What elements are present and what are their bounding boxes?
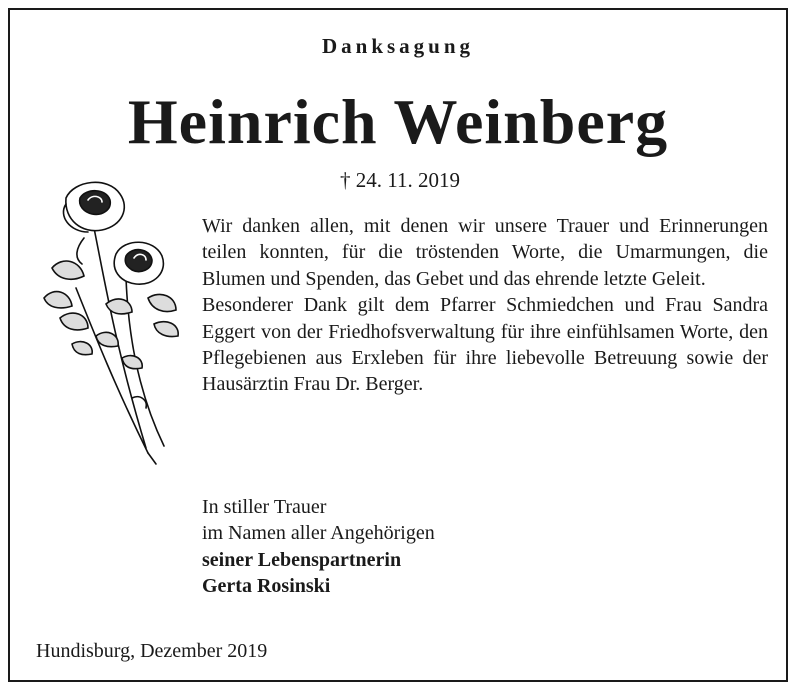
thanks-text bbox=[202, 213, 768, 398]
roses-illustration bbox=[36, 168, 186, 468]
sign-relation: seiner Lebenspartnerin bbox=[202, 548, 402, 571]
thanks-paragraph-1: Wir danken allen, mit denen wir unsere Trauer und Erinnerungen teilen konnten, für die tröstenden Worte, die Umarmungen, die Blumen und Spenden, das Gebet und das ehrende letzte Geleit. bbox=[202, 215, 768, 290]
thanks-paragraph-2: Besonderer Dank gilt dem Pfarrer Schmiedchen und Frau Sandra Eggert von der Friedhofsverwaltung für ihre einfühlsamen Worte, den Pflegebienen aus Erxleben für ihre liebevolle Betreuung sowie der Hausärztin Frau Dr. Berger. bbox=[202, 294, 768, 396]
death-date: † 24. 11. 2019 bbox=[340, 168, 460, 192]
obituary-notice bbox=[8, 8, 788, 682]
sign-line: In stiller Trauer bbox=[202, 496, 327, 518]
place-and-date: Hundisburg, Dezember 2019 bbox=[36, 640, 268, 662]
sign-line: im Namen aller Angehörigen bbox=[202, 522, 435, 545]
signature-block bbox=[202, 494, 435, 600]
sign-name: Gerta Rosinski bbox=[202, 575, 331, 598]
notice-heading: Danksagung bbox=[321, 34, 475, 58]
deceased-name: Heinrich Weinberg bbox=[127, 86, 669, 157]
